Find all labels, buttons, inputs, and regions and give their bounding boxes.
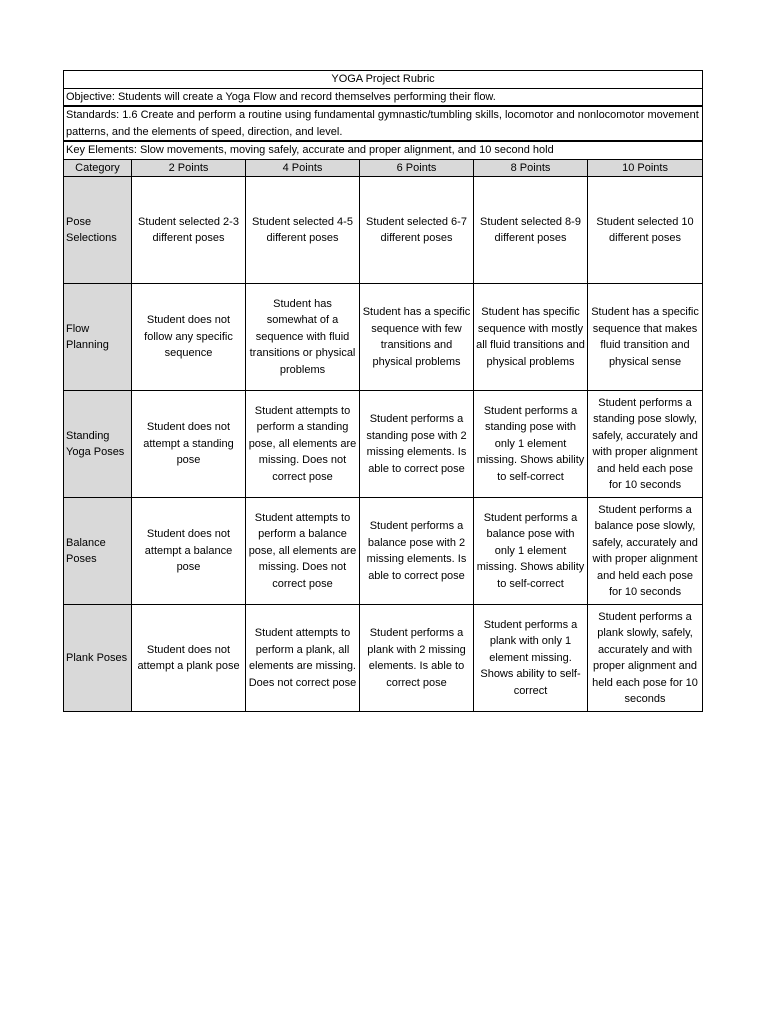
category-cell: Plank Poses (64, 605, 132, 712)
standards-row (64, 106, 703, 141)
table-row (64, 605, 703, 712)
objective-row (64, 88, 703, 106)
category-cell: Standing Yoga Poses (64, 391, 132, 498)
header-2-points: 2 Points (132, 159, 246, 177)
rubric-title: YOGA Project Rubric (64, 71, 703, 89)
criterion-cell: Student has somewhat of a sequence with fluid transitions or physical problems (246, 284, 360, 391)
criterion-cell: Student performs a plank slowly, safely, accurately and with proper alignment and held each pose for 10 seconds (588, 605, 703, 712)
criterion-cell: Student performs a plank with only 1 element missing. Shows ability to self-correct (474, 605, 588, 712)
table-row (64, 284, 703, 391)
criterion-cell: Student selected 2-3 different poses (132, 177, 246, 284)
key-elements-row (64, 141, 703, 159)
criterion-cell: Student does not attempt a standing pose (132, 391, 246, 498)
header-category: Category (64, 159, 132, 177)
category-cell: Flow Planning (64, 284, 132, 391)
criterion-cell: Student attempts to perform a standing pose, all elements are missing. Does not correct pose (246, 391, 360, 498)
table-row (64, 498, 703, 605)
criterion-cell: Student performs a balance pose with only 1 element missing. Shows ability to self-correct (474, 498, 588, 605)
criterion-cell: Student has a specific sequence with few transitions and physical problems (360, 284, 474, 391)
criterion-cell: Student does not attempt a plank pose (132, 605, 246, 712)
criterion-cell: Student has a specific sequence that makes fluid transition and physical sense (588, 284, 703, 391)
header-6-points: 6 Points (360, 159, 474, 177)
objective-text: Objective: Students will create a Yoga Flow and record themselves performing their flow. (64, 88, 703, 106)
table-row (64, 391, 703, 498)
criterion-cell: Student performs a balance pose slowly, safely, accurately and with proper alignment and held each pose for 10 seconds (588, 498, 703, 605)
criterion-cell: Student performs a standing pose with 2 missing elements. Is able to correct pose (360, 391, 474, 498)
criterion-cell: Student performs a standing pose with only 1 element missing. Shows ability to self-correct (474, 391, 588, 498)
criterion-cell: Student performs a balance pose with 2 missing elements. Is able to correct pose (360, 498, 474, 605)
category-cell: Pose Selections (64, 177, 132, 284)
rubric-table (63, 70, 703, 712)
category-cell: Balance Poses (64, 498, 132, 605)
header-8-points: 8 Points (474, 159, 588, 177)
key-elements-text: Key Elements: Slow movements, moving safely, accurate and proper alignment, and 10 second hold (64, 141, 703, 159)
criterion-cell: Student performs a standing pose slowly, safely, accurately and with proper alignment and held each pose for 10 seconds (588, 391, 703, 498)
criterion-cell: Student attempts to perform a balance pose, all elements are missing. Does not correct pose (246, 498, 360, 605)
criterion-cell: Student selected 8-9 different poses (474, 177, 588, 284)
criterion-cell: Student does not attempt a balance pose (132, 498, 246, 605)
header-10-points: 10 Points (588, 159, 703, 177)
header-row (64, 159, 703, 177)
standards-text: Standards: 1.6 Create and perform a routine using fundamental gymnastic/tumbling skills, locomotor and nonlocomotor movement patterns, and the elements of speed, direction, and level. (64, 106, 703, 141)
criterion-cell: Student has specific sequence with mostly all fluid transitions and physical problems (474, 284, 588, 391)
title-row (64, 71, 703, 89)
criterion-cell: Student selected 4-5 different poses (246, 177, 360, 284)
criterion-cell: Student attempts to perform a plank, all elements are missing. Does not correct pose (246, 605, 360, 712)
table-row (64, 177, 703, 284)
header-4-points: 4 Points (246, 159, 360, 177)
criterion-cell: Student selected 6-7 different poses (360, 177, 474, 284)
criterion-cell: Student selected 10 different poses (588, 177, 703, 284)
criterion-cell: Student performs a plank with 2 missing elements. Is able to correct pose (360, 605, 474, 712)
criterion-cell: Student does not follow any specific sequence (132, 284, 246, 391)
